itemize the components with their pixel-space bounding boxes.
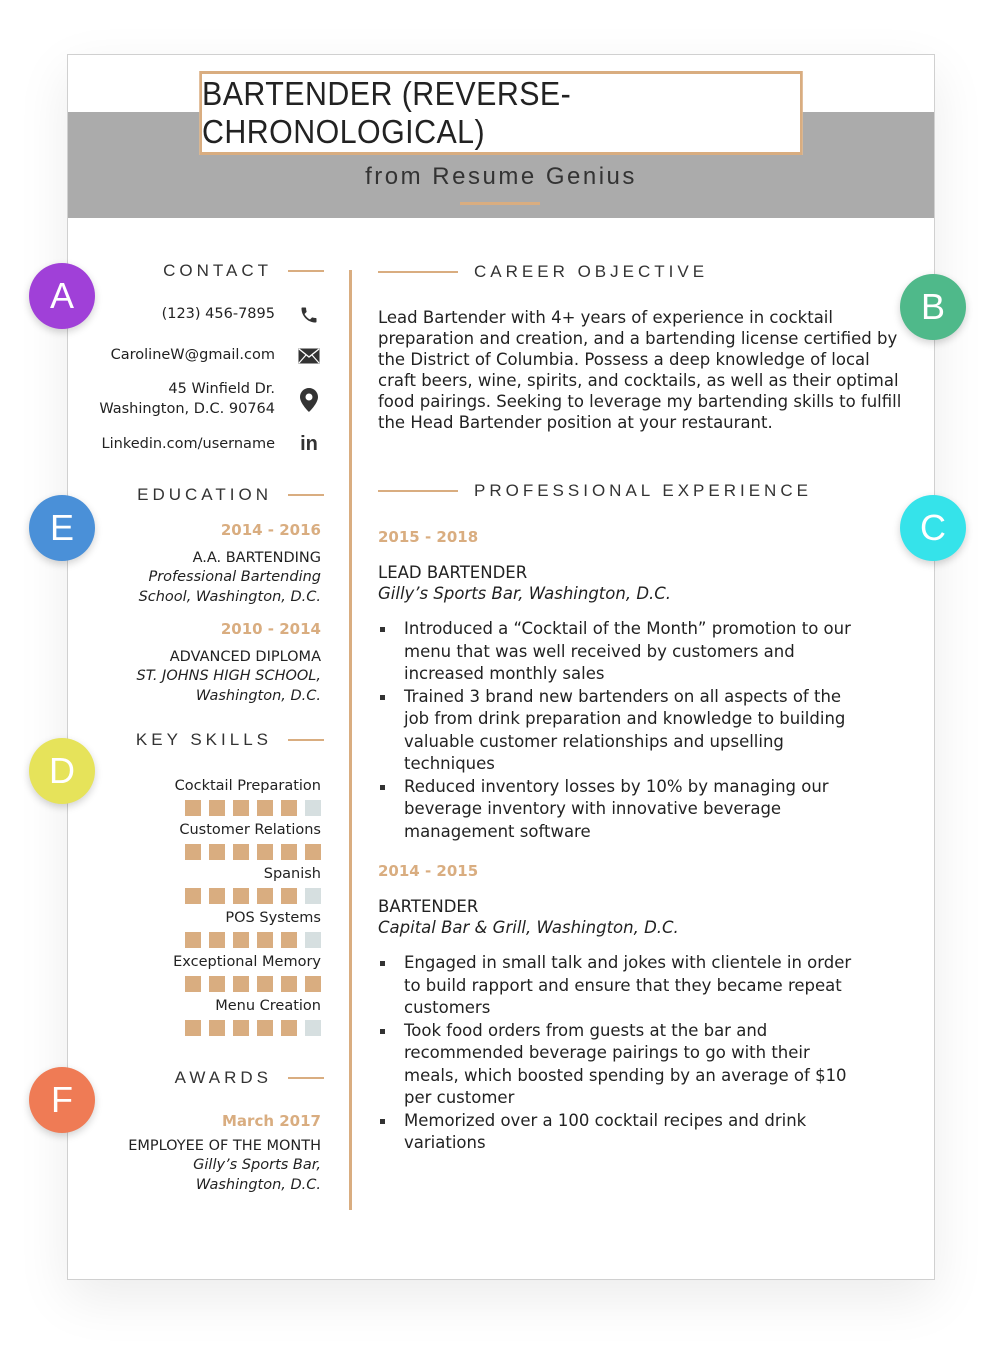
objective-text: Lead Bartender with 4+ years of experience in cocktail preparation and creation, and a bartending license certified by the District of Columbia. Possess a deep knowledge of local craft beers, wine, spirits, and cocktails, as well as their optimal food pairings. Seeking to leverage my bartending skills to fulfill the Head Bartender position at your restaurant. [378,308,902,432]
job-bullets: Engaged in small talk and jokes with clientele in order to build rapport and ensure that they became repeat customers Took food orders from guests at the bar and recommended beverage pairings to go with their meals, which boosted spending by an average of $10 per customer Memorized over a 100 cocktail recipes and drink variations [378,952,853,1155]
rating-square-filled [305,976,321,992]
rating-square-filled [185,976,201,992]
experience-heading: PROFESSIONAL EXPERIENCE [378,481,812,501]
rating-square-filled [185,844,201,860]
rating-square-filled [257,1020,273,1036]
section-marker-d: D [29,738,95,804]
skill-rating [173,1020,321,1036]
skill-rating [173,888,321,904]
section-marker-b: B [900,274,966,340]
job-bullets: Introduced a “Cocktail of the Month” promotion to our menu that was well received by customers and increased monthly sales Trained 3 brand new bartenders on all aspects of the job from drink preparation and knowledge to building valuable customer relationships and upselling techniques Reduced inventory losses by 10% by managing our beverage inventory with innovative beverage management software [378,618,853,843]
rating-square-filled [185,800,201,816]
rating-square-filled [233,932,249,948]
skill-label: Menu Creation [215,998,321,1014]
rating-square-filled [257,888,273,904]
phone-icon [297,305,321,325]
skill-rating [173,844,321,860]
rating-square-filled [185,932,201,948]
contact-phone: (123) 456-7895 [162,305,321,325]
skill-item [173,865,321,904]
skill-item [173,953,321,992]
contact-linkedin: Linkedin.com/username in [102,435,321,455]
skill-rating [173,800,321,816]
rating-square-filled [281,932,297,948]
contact-heading: CONTACT [163,261,324,281]
rating-square-filled [209,888,225,904]
section-marker-a: A [29,263,95,329]
rating-square-filled [281,800,297,816]
objective-heading: CAREER OBJECTIVE [378,262,708,282]
linkedin-icon: in [300,433,318,455]
rating-square-filled [257,976,273,992]
rating-square-filled [209,976,225,992]
rating-square-filled [305,844,321,860]
rating-square-filled [233,800,249,816]
skill-item [173,821,321,860]
contact-email: CarolineW@gmail.com [111,346,321,366]
contact-address: 45 Winfield Dr. Washington, D.C. 90764 [99,380,321,419]
skill-rating [173,976,321,992]
education-item: 2014 - 2016 A.A. BARTENDING Professional Bartending School, Washington, D.C. [138,521,321,605]
rating-square-filled [257,932,273,948]
rating-square-filled [209,1020,225,1036]
skill-label: Exceptional Memory [173,954,321,970]
rating-square-filled [257,844,273,860]
section-marker-e: E [29,495,95,561]
section-marker-f: F [29,1067,95,1133]
rating-square-filled [209,844,225,860]
rating-square-empty [305,1020,321,1036]
skill-label: Spanish [263,866,321,882]
skill-item [173,909,321,948]
rating-square-filled [185,1020,201,1036]
awards-heading: AWARDS [175,1068,324,1088]
award-item: March 2017 EMPLOYEE OF THE MONTH Gilly’s Sports Bar, Washington, D.C. [128,1112,321,1193]
rating-square-filled [233,844,249,860]
rating-square-filled [281,1020,297,1036]
skill-item [173,997,321,1036]
rating-square-filled [233,888,249,904]
skills-heading: KEY SKILLS [136,730,324,750]
rating-square-filled [281,888,297,904]
job-entry: 2014 - 2015 BARTENDER Capital Bar & Grill, Washington, D.C. Engaged in small talk and jokes with clientele in order to build rapport and ensure that they became repeat customers Took food orders from guests at the bar and recommended beverage pairings to go with their meals, which boosted spending by an average of $10 per customer Memorized over a 100 cocktail recipes and drink variations [378,861,853,1155]
map-pin-icon [297,388,321,412]
rating-square-filled [233,976,249,992]
envelope-icon [297,348,321,364]
rating-square-filled [257,800,273,816]
rating-square-filled [209,800,225,816]
rating-square-filled [281,976,297,992]
skills-list [173,777,321,1041]
skill-label: Cocktail Preparation [174,778,321,794]
rating-square-empty [305,888,321,904]
rating-square-filled [233,1020,249,1036]
skill-item [173,777,321,816]
skill-label: POS Systems [225,910,321,926]
rating-square-empty [305,932,321,948]
rating-square-filled [209,932,225,948]
job-entry: 2015 - 2018 LEAD BARTENDER Gilly’s Sports Bar, Washington, D.C. Introduced a “Cocktail of the Month” promotion to our menu that was well received by customers and increased monthly sales Trained 3 brand new bartenders on all aspects of the job from drink preparation and knowledge to building valuable customer relationships and upselling techniques Reduced inventory losses by 10% by managing our beverage inventory with innovative beverage management software [378,527,853,843]
education-heading: EDUCATION [137,485,324,505]
resume-title: BARTENDER (REVERSE-CHRONOLOGICAL) [199,71,803,155]
education-item: 2010 - 2014 ADVANCED DIPLOMA ST. JOHNS HIGH SCHOOL, Washington, D.C. [136,620,321,704]
rating-square-empty [305,800,321,816]
column-divider [349,270,352,1210]
subtitle-rule [460,202,540,205]
resume-page [67,54,935,1280]
resume-subtitle: from Resume Genius [365,163,637,190]
section-marker-c: C [900,495,966,561]
rating-square-filled [185,888,201,904]
skill-rating [173,932,321,948]
rating-square-filled [281,844,297,860]
skill-label: Customer Relations [179,822,321,838]
